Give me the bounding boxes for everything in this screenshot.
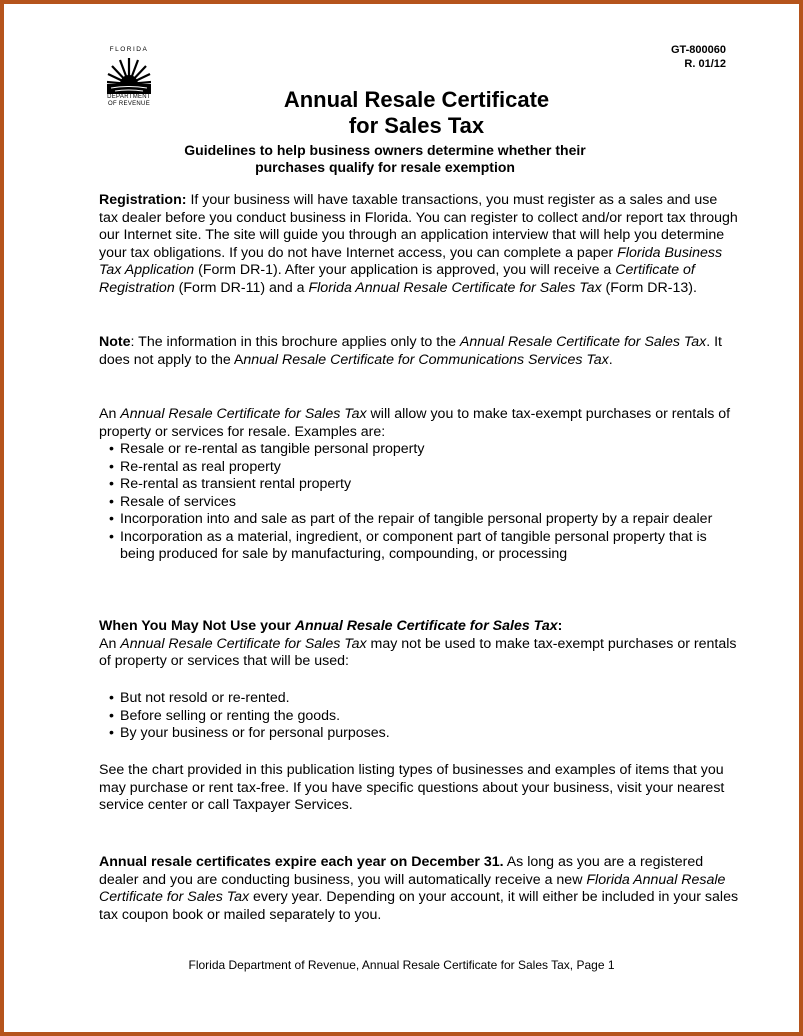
registration-text: (Form DR-11) and a [174,279,309,296]
not-use-text: may not be used to make tax-exempt purchases or rentals of property or services that will be used: [99,635,737,669]
list-item: • Re-rental as transient rental property [99,476,739,494]
list-item: • Before selling or renting the goods. [99,708,739,726]
allowed-uses-section [99,406,739,564]
not-use-text: An [99,635,121,652]
expiration-italic: Florida Annual Resale Certificate for Sales Tax [99,871,726,905]
not-use-list [99,690,739,743]
not-use-list-block [99,690,739,743]
heading-text: When You May Not Use your [99,618,295,634]
registration-text: (Form DR-1). After your application is approved, you will receive a [194,262,616,278]
not-use-heading [99,618,739,636]
logo-dept-line2: OF REVENUE [107,101,150,107]
note-paragraph [99,334,739,369]
expiration-paragraph [99,854,739,924]
expiration-text: every year. Depending on your account, it will either be included in your sales tax coupon book or mailed separately to you. [99,889,739,923]
registration-label: Registration: [99,192,187,208]
logo-state-text: FLORIDA [109,46,149,53]
title-line1: Annual Resale Certificate [283,87,550,112]
list-item: • By your business or for personal purposes. [99,725,739,743]
form-number: GT-800060 [670,44,726,56]
registration-paragraph [99,192,739,297]
registration-text: If your business will have taxable transactions, you must register as a sales and use tax dealer before you conduct business in Florida. You can register to collect and/or report tax through our Internet site. The site will guide you through an application interview that will help you determine your tax obligations. If you do not have Internet access, you can complete a paper [99,192,738,261]
dr1-form-title: Florida Business Tax Application [99,244,723,278]
allow-text: An [99,406,121,422]
logo-dept-line1: DEPARTMENT [107,94,151,100]
heading-italic: Annual Resale Certificate for Sales Tax [294,618,558,634]
note-text: : The information in this brochure applies only to the [130,334,460,350]
page-title [4,87,803,139]
expiration-bold: Annual resale certificates expire each year on December 31. [99,854,504,870]
allowed-uses-list [99,441,739,564]
revision-date: R. 01/12 [684,58,726,70]
registration-text: (Form DR-13). [601,279,697,296]
note-italic: Annual Resale Certificate for Sales Tax [459,334,707,350]
list-item: • But not resold or re-rented. [99,690,739,708]
page-footer: Florida Department of Revenue, Annual Resale Certificate for Sales Tax, Page 1 [188,958,615,972]
list-item: • Incorporation as a material, ingredient, or component part of tangible personal property that is being produced for sale by manufacturing, compounding, or processing [99,529,739,564]
not-use-italic: Annual Resale Certificate for Sales Tax [120,635,367,652]
subtitle-line1: Guidelines to help business owners determine whether their [184,142,586,158]
dr13-form-title: Florida Annual Resale Certificate for Sales Tax [308,279,602,296]
not-use-section [99,618,739,671]
note-label: Note [99,334,131,350]
form-number-block [671,43,726,71]
list-item: • Resale of services [99,494,739,512]
note-italic: nnual Resale Certificate for Communications Services Tax [243,351,609,368]
heading-text: : [557,618,563,634]
expiration-text: As long as you are a registered dealer and you are conducting business, you will automatically receive a new [99,854,704,888]
allow-text: will allow you to make tax-exempt purchases or rentals of property or services for resale. Examples are: [99,406,731,440]
allow-italic: Annual Resale Certificate for Sales Tax [120,406,367,422]
title-line2: for Sales Tax [348,113,485,138]
note-text: . [608,351,613,368]
chart-note-text: See the chart provided in this publication listing types of businesses and examples of items that you may purchase or rent tax-free. If you have specific questions about your business, visit your nearest service center or call Taxpayer Services. [99,762,725,813]
list-item: • Incorporation into and sale as part of the repair of tangible personal property by a repair dealer [99,511,739,529]
note-text: . It does not apply to the A [99,334,723,368]
page-subtitle [154,142,616,176]
subtitle-line2: purchases qualify for resale exemption [255,159,515,175]
list-item: • Re-rental as real property [99,459,739,477]
chart-note-paragraph [99,762,739,815]
document-page [4,4,799,1032]
list-item: • Resale or re-rental as tangible personal property [99,441,739,459]
dr11-form-title: Certificate of Registration [99,262,695,296]
